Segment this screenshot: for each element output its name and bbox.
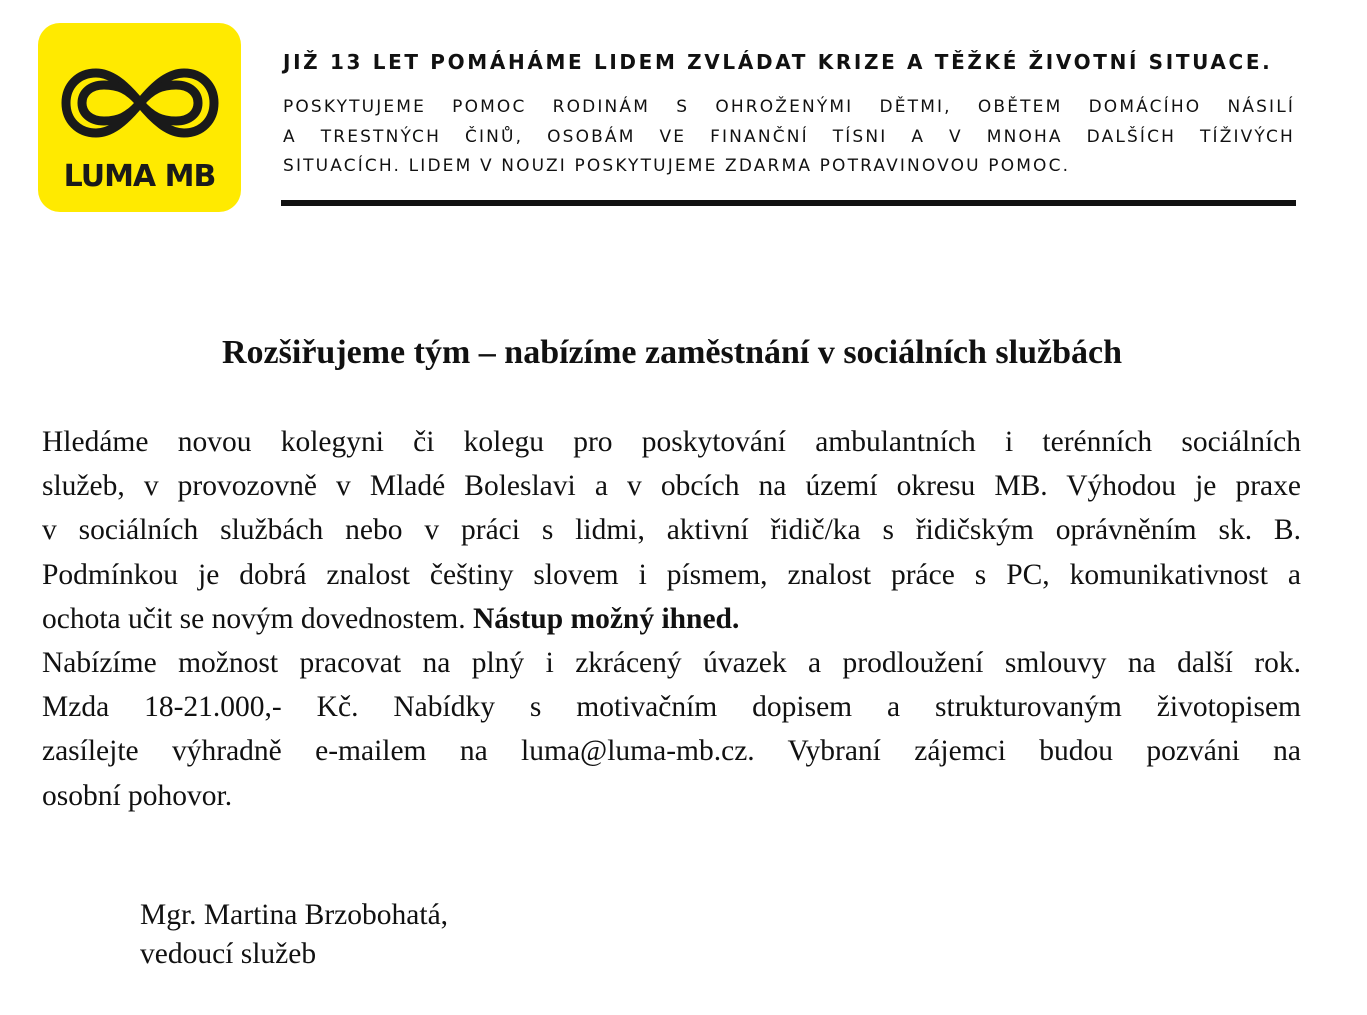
body-line [42, 597, 1301, 641]
body-line: Hledáme novou kolegyni či kolegu pro poskytování ambulantních i terénních sociálních [42, 426, 1301, 458]
body-text-segment: ochota učit se novým dovednostem. [42, 602, 466, 635]
signature-role: vedoucí služeb [140, 938, 317, 970]
header-divider [281, 200, 1296, 206]
body-line: Mzda 18-21.000,- Kč. Nabídky s motivačním dopisem a strukturovaným životopisem [42, 691, 1301, 724]
logo-name: LUMA MB [63, 159, 216, 194]
start-date-highlight: Nástup možný ihned. [472, 602, 740, 635]
header-tagline: JIŽ 13 LET POMÁHÁME LIDEM ZVLÁDAT KRIZE A TĚŽKÉ ŽIVOTNÍ SITUACE. [283, 50, 1273, 74]
article-title: Rozšiřujeme tým – nabízíme zaměstnání v sociálních službách [222, 334, 1122, 371]
luma-mb-logo [38, 23, 241, 212]
body-line: služeb, v provozovně v Mladé Boleslavi a v obcích na území okresu MB. Výhodou je praxe [42, 470, 1301, 503]
description-line: POSKYTUJEME POMOC RODINÁM S OHROŽENÝMI DĚTMI, OBĚTEM DOMÁCÍHO NÁSILÍ [283, 97, 1295, 117]
description-line: A TRESTNÝCH ČINŮ, OSOBÁM VE FINANČNÍ TÍSNI A V MNOHA DALŠÍCH TÍŽIVÝCH [283, 126, 1295, 147]
article-body [42, 420, 1301, 818]
signature-block [140, 896, 448, 974]
infinity-icon [60, 53, 220, 153]
signature-name: Mgr. Martina Brzobohatá, [140, 899, 449, 931]
body-line: zasílejte výhradně e-mailem na luma@luma-mb.cz. Vybraní zájemci budou pozváni na [42, 735, 1301, 768]
body-line: osobní pohovor. [42, 779, 233, 812]
header-description [283, 93, 1295, 182]
body-line: v sociálních službách nebo v práci s lidmi, aktivní řidič/ka s řidičským oprávněním sk. B. [42, 514, 1301, 547]
body-line: Podmínkou je dobrá znalost češtiny slovem i písmem, znalost práce s PC, komunikativnost a [42, 558, 1301, 591]
body-line: Nabízíme možnost pracovat na plný i zkrácený úvazek a prodloužení smlouvy na další rok. [42, 647, 1301, 680]
description-line: SITUACÍCH. LIDEM V NOUZI POSKYTUJEME ZDARMA POTRAVINOVOU POMOC. [283, 156, 1071, 176]
